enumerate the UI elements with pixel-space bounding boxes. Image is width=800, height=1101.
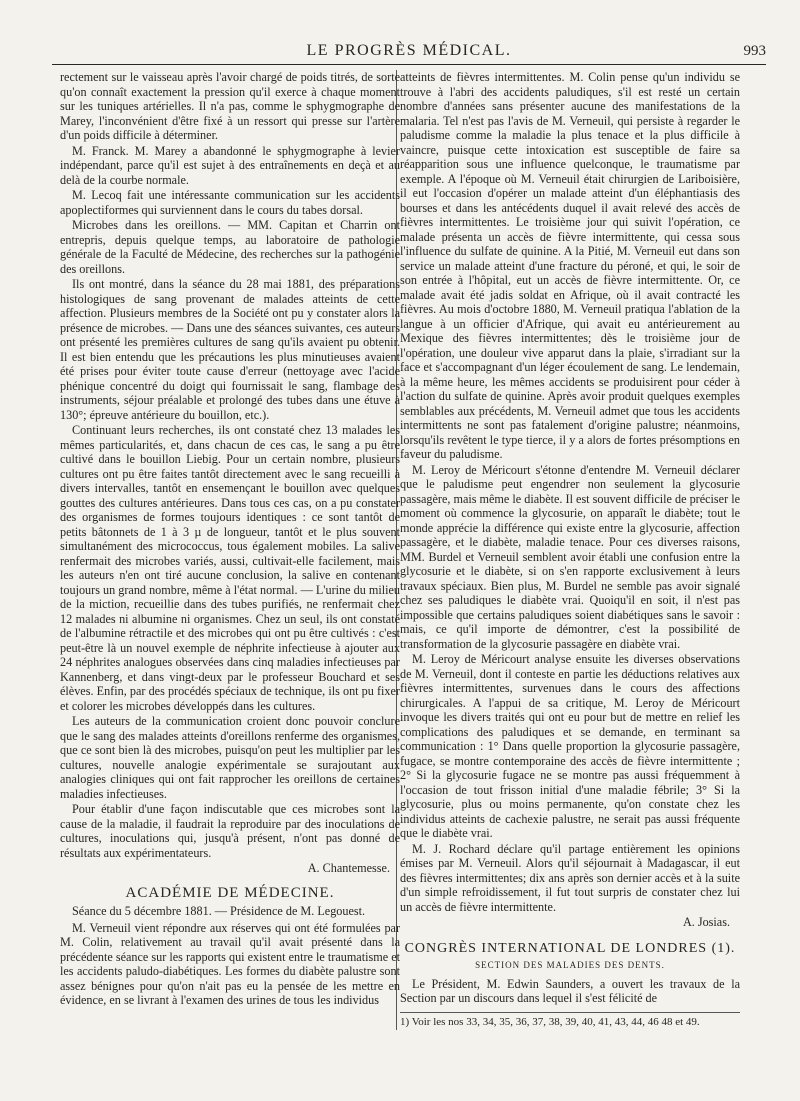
paragraph: Microbes dans les oreillons. — MM. Capitan et Charrin ont entrepris, depuis quelque temps, au laboratoire de pathologie générale de la Faculté de Médecine, des recherches sur la pathogénie des oreillons. [60, 218, 400, 276]
paragraph: rectement sur le vaisseau après l'avoir chargé de poids titrés, de sorte qu'on connaît exactement la pression qu'il exerce à chaque moment sur les tuniques artérielles. Il n'a pas, comme le sphygmographe de Marey, l'inconvénient d'être fixé à un ressort qui presse sur l'artère d'un poids difficile à déterminer. [60, 70, 400, 142]
section-heading-academie: ACADÉMIE DE MÉDECINE. [125, 884, 335, 901]
paragraph: M. Verneuil vient répondre aux réserves qui ont été formulées par M. Colin, relativement au travail qu'il avait présenté dans la précédente séance sur les rapports qui existent entre le traumatisme et les accidents paludo-diabétiques. Les formes du diabète palustre sont assez bénignes pour qu'on n'ait pas eu la pensée de les mettre en évidence, en se livrant à l'examen des urines de tous les individus [60, 920, 400, 1007]
footnote-divider [400, 1012, 740, 1013]
paragraph: Le Président, M. Edwin Saunders, a ouvert les travaux de la Section par un discours dans lequel il s'est félicité de [400, 976, 740, 1005]
paragraph: M. Leroy de Méricourt analyse ensuite les diverses observations de M. Verneuil, dont il conteste en partie les déductions relatives aux fièvres intermittentes, survenues dans le cours des affections chirurgicales. A l'appui de sa critique, M. Leroy de Méricourt invoque les divers traités qui ont eu pour but de mettre en relief les complications des paludiques et se demande, en terminant sa communication : 1° Dans quelle proportion la glycosurie passagère, fugace, se montre contemporaine des accès de fièvre intermittente ; 2° Si la glycosurie fugace ne se montre pas aussi fréquemment à l'occasion de tout frisson initial d'une maladie fébrile; 3° Si la glycosurie, plus ou moins permanente, qu'on constate chez les individus atteints de cachexie palustre, ne serait pas aussi fréquente que le diabète vrai. [400, 652, 740, 840]
journal-title: LE PROGRÈS MÉDICAL. [306, 42, 512, 59]
paragraph: M. Lecoq fait une intéressante communication sur les accidents apoplectiformes qui surviennent dans le cours du tabes dorsal. [60, 188, 400, 217]
paragraph: M. J. Rochard déclare qu'il partage entièrement les opinions émises par M. Verneuil. Alors qu'il séjournait à Madagascar, il eut des fièvres intermittentes; dix ans après son dernier accès et à la suite d'un simple refroidissement, il fut tout surpris de constater chez lui un accès de fièvre intermittente. [400, 841, 740, 914]
right-column [400, 70, 740, 1029]
section-heading-congres: CONGRÈS INTERNATIONAL DE LONDRES (1). [404, 940, 736, 956]
page-number: 993 [743, 43, 766, 59]
paragraph: Pour établir d'une façon indiscutable que ces microbes sont la cause de la maladie, il faudrait la reproduire par des inoculations de cultures, inoculations qui, jusqu'à présent, n'ont pas donné de résultats aux expérimentateurs. [60, 802, 400, 860]
paragraph: atteints de fièvres intermittentes. M. Colin pense qu'un individu se trouve à l'abri des accidents paludiques, s'il est resté un certain nombre d'années sans présenter aucune des manifestations de la malaria. Tel n'est pas l'avis de M. Verneuil, qui persiste à regarder le paludisme comme la maladie la plus tenace et la plus difficile à vaincre, puisque cette intoxication est susceptible de faire sa réapparition sous une influence quelconque, le traumatisme par exemple. A l'époque où M. Verneuil était chirurgien de Lariboisière, il eut l'occasion d'opérer un malade atteint d'un éléphantiasis des bourses et dans les antécédents duquel il avait relevé des accès de fièvres intermittentes. Le troisième jour qui suivit l'opération, ce malade présenta un accès de fièvre intermittente, qui cessa sous l'influence du sulfate de quinine. A la Pitié, M. Verneuil eut dans son service un malade atteint d'une fracture du péroné, et qui, le soir de son entrée à l'hôpital, eut un accès de fièvre intermittente. Or, ce malade avait été jadis soldat en Afrique, où il avait contracté les fièvres. Au mois d'octobre 1880, M. Verneuil pratiqua l'ablation de la langue à un officier d'Afrique, qui avait eu antérieurement au Mexique des fièvres intermittentes; dès le troisième jour de l'opération, une douleur vive apparut dans la plaie, s'irradiant sur la face et s'accompagnant d'un léger écoulement de sang. Le lendemain, à la même heure, les mêmes accidents se produisirent pour céder à l'action du sulfate de quinine. Après avoir produit quelques exemples semblables aux précédents, M. Verneuil admet que tous les accidents intermittents ne sont pas fatalement d'origine palustre; néanmoins, lorsqu'ils revêtent le type tierce, il y a alors de fortes présomptions en faveur du paludisme. [400, 70, 740, 461]
paragraph: Ils ont montré, dans la séance du 28 mai 1881, des préparations histologiques de sang provenant de malades atteints de cette affection. Plusieurs membres de la Société ont pu y constater alors la présence de microbes. — Dans une des séances suivantes, ces auteurs ont présenté les premières cultures de sang qu'ils avaient pu obtenir. Il est bien entendu que les précautions les plus minutieuses avaient été prises pour éviter toute cause d'erreur (nettoyage avec l'acide phénique concentré du doigt qui fournissait le sang, flambage des instruments, séjour préalable et prolongé des tubes dans une étuve à 130°; épreuve antérieure du bouillon, etc.). [60, 277, 400, 422]
seance-line: Séance du 5 décembre 1881. — Présidence de M. Legouest. [72, 904, 366, 918]
paragraph: M. Leroy de Méricourt s'étonne d'entendre M. Verneuil déclarer que le paludisme peut engendrer non seulement la glycosurie passagère, mais même le diabète. Il est souvent difficile de préciser le moment où commence la glycosurie, on apparaît le diabète; tout le monde apprécie la différence qui existe entre la glycosurie, affection passagère, et le diabète, maladie tenace. Pour ces diverses raisons, MM. Burdel et Verneuil semblent avoir établi une confusion entre la glycosurie et le diabète, si on s'en rapporte exclusivement à leurs travaux spéciaux. Bien plus, M. Burdel ne semble pas avoir signalé chez ses paludiques le diabète vrai. Quoiqu'il en soit, il n'est pas impossible que certains paludiques soient diabétiques sans le savoir : mais, ce qu'il importe de démontrer, c'est la possibilité de transformation de la glycosurie passagère en diabète vrai. [400, 462, 740, 651]
paragraph: Continuant leurs recherches, ils ont constaté chez 13 malades les mêmes particularités, et, dans chacun de ces cas, le sang a pu être cultivé dans le bouillon Liebig. Pour un certain nombre, plusieurs cultures ont pu être faites tantôt directement avec le sang recueilli à divers intervalles, tantôt en ensemençant le bouillon avec quelques gouttes des cultures antérieures. Dans tous ces cas, on a pu constater des organismes de formes toujours identiques : ce sont tantôt de petits bâtonnets de 1 à 3 µ de longueur, tantôt et le plus souvent simultanément des micrococcus, tous également mobiles. La salive renfermait des microbes variés, aussi, cultivait-elle facilement, mais les auteurs n'en ont tiré aucune conclusion, la salive en contenant toujours un grand nombre, même à l'état normal. — L'urine du milieu de la miction, recueillie dans des tubes purifiés, ne renfermait chez 12 malades ni albumine ni organismes. Chez un seul, ils ont constaté de l'albumine rétractile et des microbes qui ont pu être cultivés : c'est peut-être là un nouvel exemple de néphrite infectieuse à ajouter aux 24 néphrites analogues observées dans cinq maladies infectieuses par Kannenberg, et dans vingt-deux par le professeur Bouchard et ses élèves. Enfin, par des procédés spéciaux de technique, ils ont pu fixer et colorer les microbes développés dans les cultures. [60, 423, 400, 713]
signature: A. Chantemesse. [307, 861, 390, 875]
left-column [60, 70, 400, 1009]
footnote: 1) Voir les nos 33, 34, 35, 36, 37, 38, 39, 40, 41, 43, 44, 46 48 et 49. [400, 1015, 700, 1028]
paragraph: M. Franck. M. Marey a abandonné le sphygmographe à levier indépendant, parce qu'il est sujet à des entraînements en deçà et au delà de la courbe normale. [60, 143, 400, 187]
page-header [52, 40, 766, 65]
section-subheading: SECTION DES MALADIES DES DENTS. [475, 960, 665, 970]
signature: A. Josias. [682, 915, 730, 929]
paragraph: Les auteurs de la communication croient donc pouvoir conclure que le sang des malades atteints d'oreillons renferme des organismes, que ce sont bien là des microbes, puisqu'on peut les multiplier par les cultures, nouvelle analogie expérimentale se surajoutant aux analogies cliniques qui ont fait rapprocher les oreillons de certaines maladies infectieuses. [60, 714, 400, 801]
